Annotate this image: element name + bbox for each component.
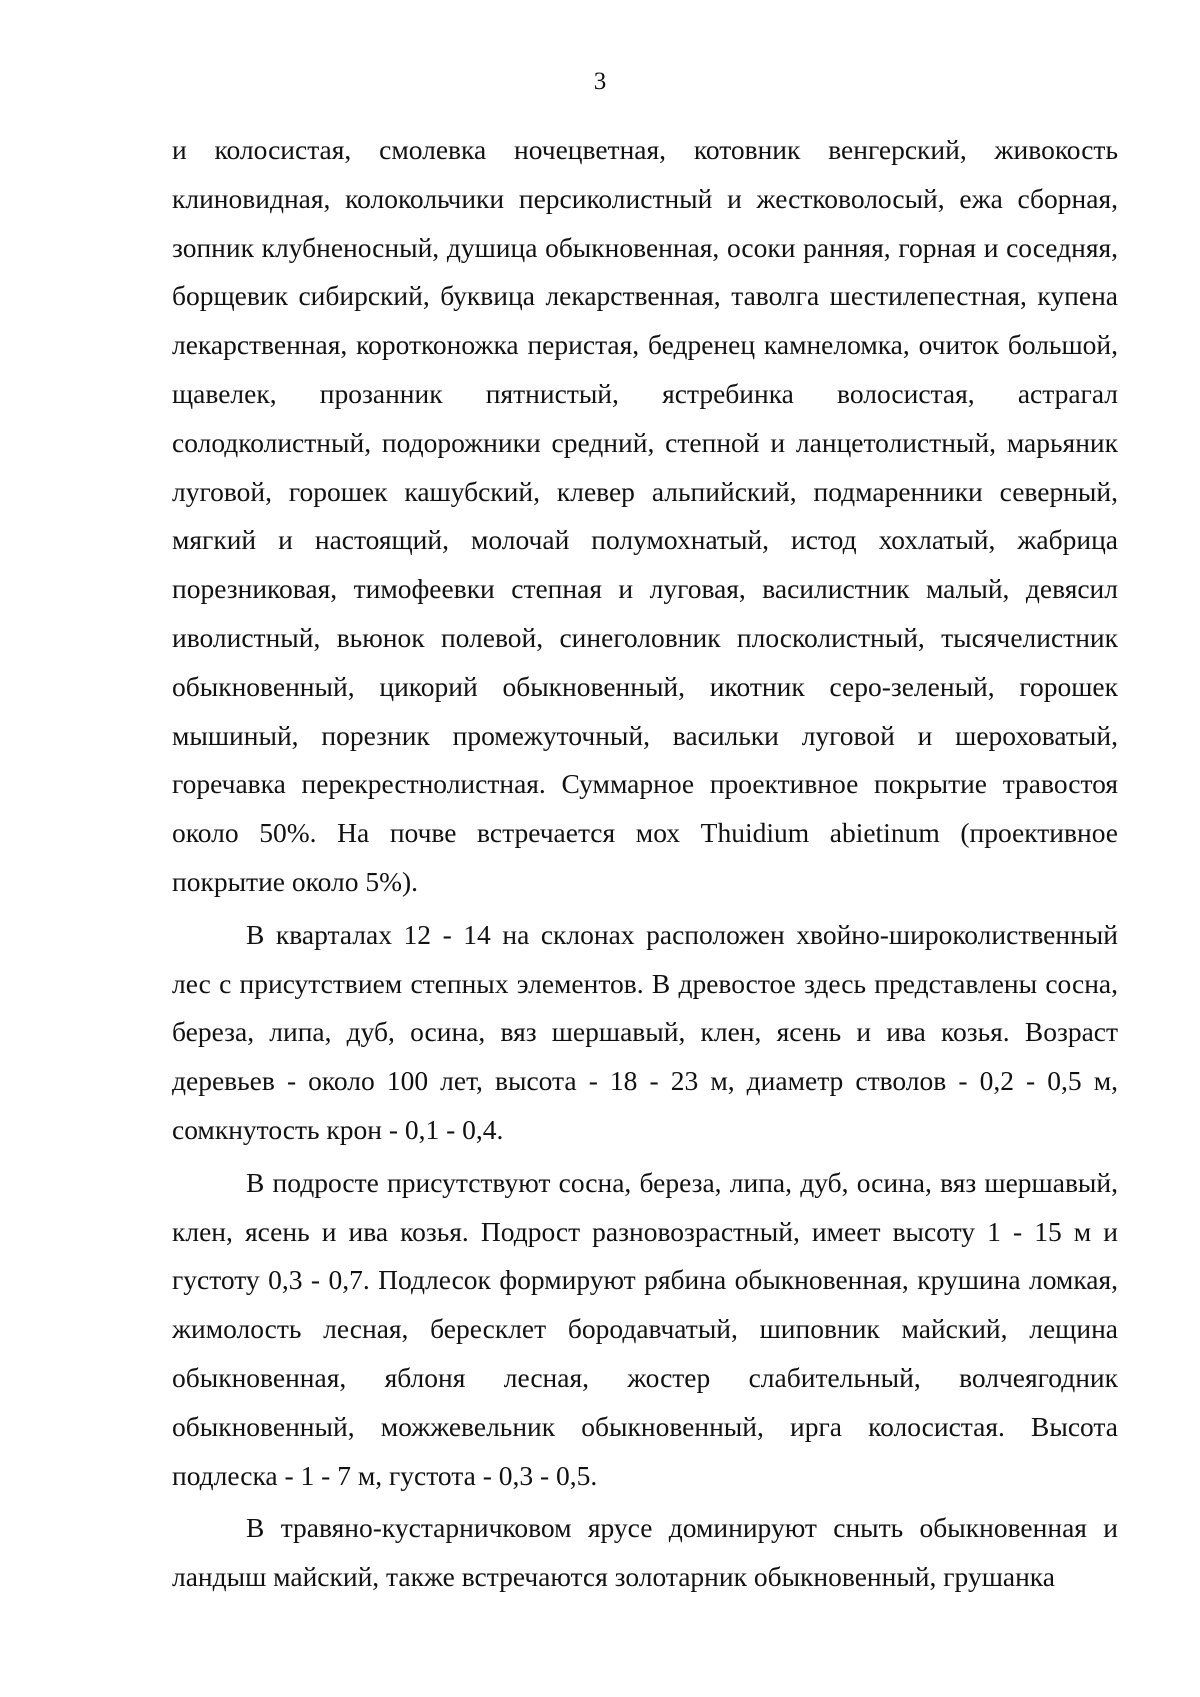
body-text xyxy=(172,126,1118,1606)
paragraph-herb-layer: В травяно-кустарничковом ярусе доминируют сныть обыкновенная и ландыш майский, также встречаются золотарник обыкновенный, грушанка xyxy=(172,1512,1118,1593)
paragraph-continuation: и колосистая, смолевка ночецветная, котовник венгерский, живокость клиновидная, колокольчики персиколистный и жестковолосый, ежа сборная, зопник клубненосный, душица обыкновенная, осоки ранняя, горная и соседняя, борщевик сибирский, буквица лекарственная, таволга шестилепестная, купена лекарственная, коротконожка перистая, бедренец камнеломка, очиток большой, щавелек, прозанник пятнистый, ястребинка волосистая, астрагал солодколистный, подорожники средний, степной и ланцетолистный, марьяник луговой, горошек кашубский, клевер альпийский, подмаренники северный, мягкий и настоящий, молочай полумохнатый, истод хохлатый, жабрица порезниковая, тимофеевки степная и луговая, василистник малый, девясил иволистный, вьюнок полевой, синеголовник плосколистный, тысячелистник обыкновенный, цикорий обыкновенный, икотник серо-зеленый, горошек мышиный, порезник промежуточный, васильки луговой и шероховатый, горечавка перекрестнолистная. Суммарное проективное покрытие травостоя около 50%. На почве встречается мох Thuidium abietinum (проективное покрытие около 5%). xyxy=(172,134,1118,897)
paragraph-undergrowth: В подросте присутствуют сосна, береза, липа, дуб, осина, вяз шершавый, клен, ясень и ива козья. Подрост разновозрастный, имеет высоту 1 - 15 м и густоту 0,3 - 0,7. Подлесок формируют рябина обыкновенная, крушина ломкая, жимолость лесная, бересклет бородавчатый, шиповник майский, лещина обыкновенная, яблоня лесная, жостер слабительный, волчеягодник обыкновенный, можжевельник обыкновенный, ирга колосистая. Высота подлеска - 1 - 7 м, густота - 0,3 - 0,5. xyxy=(172,1166,1118,1491)
page-number: 3 xyxy=(593,68,607,95)
paragraph-forest-description: В кварталах 12 - 14 на склонах расположен хвойно-широколиственный лес с присутствием степных элементов. В древостое здесь представлены сосна, береза, липа, дуб, осина, вяз шершавый, клен, ясень и ива козья. Возраст деревьев - около 100 лет, высота - 18 - 23 м, диаметр стволов - 0,2 - 0,5 м, сомкнутость крон - 0,1 - 0,4. xyxy=(172,918,1118,1145)
